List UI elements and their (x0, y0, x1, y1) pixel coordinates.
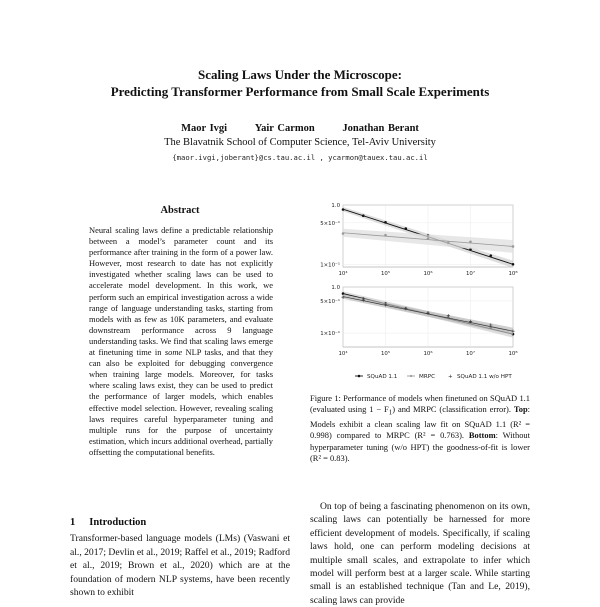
data-point (427, 237, 430, 240)
abstract-text-2: NLP tasks, and that they can also be exploited for debugging convergence when training large models. Moreover, for tasks where scaling laws exist, they can be used to predict the performance of larger models, which enables effective model selection. However, revealing scaling laws requires careful hyperparameter tuning and multiple runs for the purpose of uncertainty estimation, which incurs additional overhead, partially offsetting the computational benefits. (89, 347, 273, 457)
x-tick-label: 10⁸ (508, 351, 518, 357)
data-point (362, 214, 365, 217)
data-point (404, 227, 407, 230)
author-2: Yair Carmon (254, 123, 315, 134)
chart-bottom-panel (320, 285, 517, 357)
figure-caption (310, 393, 530, 464)
y-tick-label: 5×10⁻¹ (320, 220, 340, 227)
x-tick-label: 10⁴ (338, 271, 348, 277)
right-paragraph: On top of being a fascinating phenomenon on its own, scaling laws can potentially be harnessed for more efficient development of models. Specifically, if scaling laws hold, one can perform modeling decisions at multiple small scales, and extrapolate to infer which model will perform best at a larger scale. While starting small is an established technique (Tan and Le, 2019), scaling laws can provide (310, 501, 530, 606)
legend-label-mrpc: MRPC (419, 374, 435, 380)
x-tick-label: 10⁶ (423, 271, 433, 277)
abstract-heading: Abstract (160, 205, 200, 216)
data-point (489, 254, 492, 257)
legend-marker-mrpc (410, 375, 412, 377)
data-point (342, 232, 345, 235)
y-tick-label: 1×10⁻¹ (320, 331, 340, 338)
caption-subscript: 1 (388, 408, 393, 417)
x-tick-label: 10⁸ (508, 271, 518, 277)
right-column-text (310, 500, 530, 607)
data-point (342, 208, 345, 211)
legend-marker-hpt: + (448, 374, 453, 380)
y-tick-label: 1.0 (331, 285, 340, 291)
chart-top-panel (320, 203, 517, 277)
y-tick-label: 1.0 (331, 203, 340, 209)
legend-label-hpt: SQuAD 1.1 w/o HPT (457, 374, 512, 380)
abstract-emphasis: some (164, 347, 183, 358)
caption-text-c: : Models exhibit a clean scaling law fit on SQuAD 1.1 (R² = 0.998) compared to MRPC (R² = 0.763). (310, 404, 530, 441)
data-point (512, 263, 515, 266)
caption-text-d: : Without hyperparameter tuning (w/o HPT) the goodness-of-fit is lower (R² = 0.83). (310, 430, 530, 463)
legend-marker-squad (358, 375, 361, 378)
x-tick-label: 10⁷ (465, 271, 476, 277)
legend-label-squad: SQuAD 1.1 (367, 374, 398, 380)
x-tick-label: 10⁷ (465, 351, 476, 357)
title-line-1: Scaling Laws Under the Microscope: (198, 67, 402, 82)
caption-bottom-label: Bottom (468, 430, 496, 441)
caption-text-b: ) and MRPC (classification error). (392, 404, 514, 415)
abstract-text-1: Neural scaling laws define a predictable relationship between a model’s parameter count and its performance after training in the form of a power law. However, most research to date has not explicitly investigated whether scaling laws can be used to accelerate model development. In this work, we perform such an empirical investigation across a wide range of language understanding tasks, starting from models with as few as 10K parameters, and evaluate downstream performance across 9 language understanding tasks. We find that scaling laws emerge at finetuning time in (89, 225, 273, 358)
caption-text-a: Figure 1: Performance of models when finetuned on SQuAD 1.1 (evaluated using 1 − F (310, 393, 530, 415)
caption-top-label: Top (513, 404, 528, 415)
chart-legend (355, 374, 512, 380)
data-point (469, 240, 472, 243)
data-point (384, 234, 387, 237)
x-tick-label: 10⁵ (380, 351, 391, 357)
y-tick-label: 5×10⁻¹ (320, 298, 340, 305)
author-3: Jonathan Berant (342, 123, 419, 134)
intro-paragraph: Transformer-based language models (LMs) (Vaswani et al., 2017; Devlin et al., 2019; Raffel et al., 2019; Radford et al., 2019; Brown et al., 2020) which are at the foundation of modern NLP systems, have been recently shown to exhibit (70, 533, 290, 599)
data-point (512, 245, 515, 248)
x-tick-label: 10⁶ (423, 351, 433, 357)
affiliation: The Blavatnik School of Computer Science, Tel-Aviv University (164, 137, 436, 148)
x-tick-label: 10⁴ (338, 351, 348, 357)
y-tick-label: 1×10⁻¹ (320, 262, 340, 269)
section-title: Introduction (89, 517, 147, 528)
author-emails: {maor.ivgi,joberant}@cs.tau.ac.il , ycarmon@tauex.tau.ac.il (172, 153, 428, 162)
author-1: Maor Ivgi (181, 123, 228, 134)
title-line-2: Predicting Transformer Performance from Small Scale Experiments (110, 84, 490, 99)
x-tick-label: 10⁵ (380, 271, 391, 277)
data-point (384, 221, 387, 224)
section-number: 1 (70, 517, 76, 528)
